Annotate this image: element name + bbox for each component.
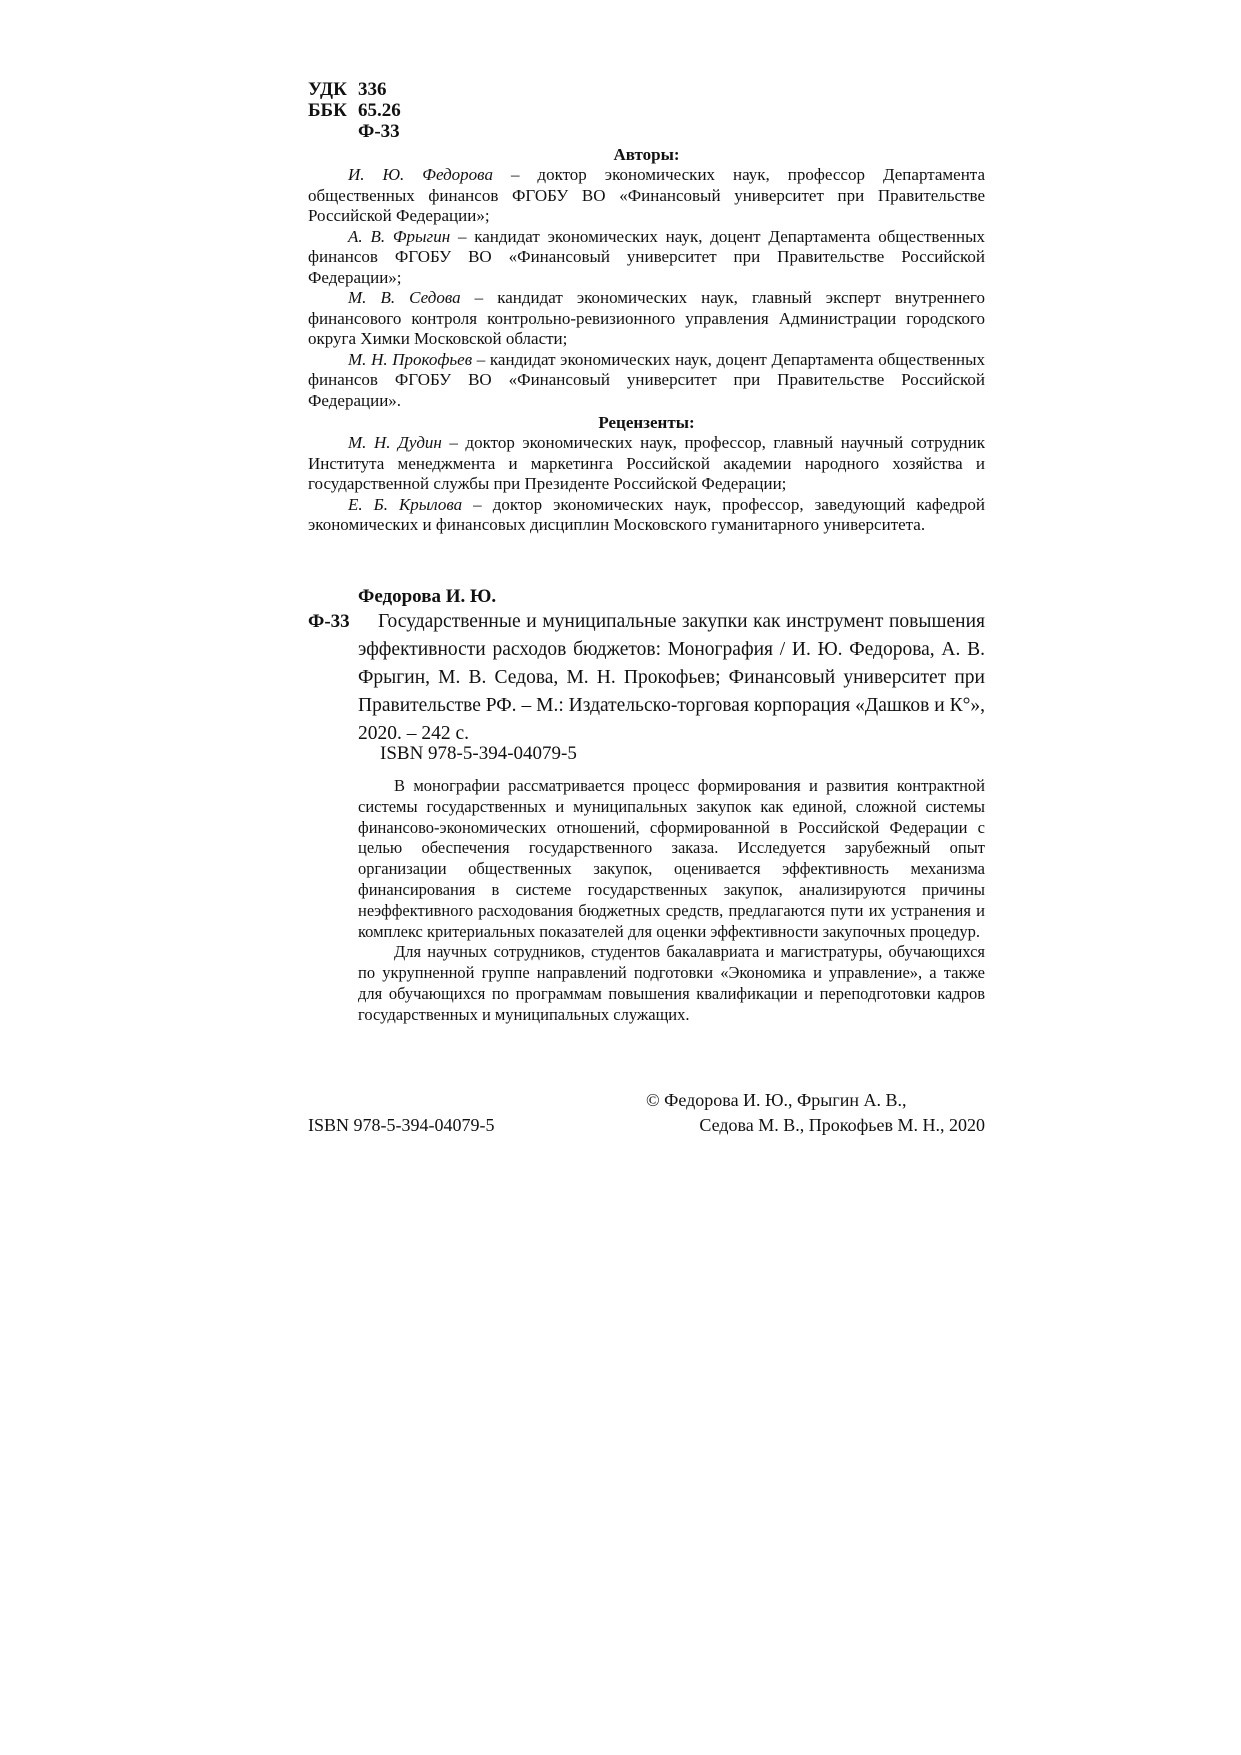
copyright-page bbox=[308, 0, 985, 1755]
catalog-entry bbox=[308, 608, 985, 748]
author-mark: Ф-33 bbox=[358, 121, 400, 142]
abstract bbox=[358, 776, 985, 1026]
classification-codes bbox=[308, 79, 401, 142]
udk-value: 336 bbox=[358, 79, 387, 100]
copyright-line-2: Седова М. В., Прокофьев М. Н., 2020 bbox=[699, 1115, 985, 1135]
reviewer-entry: Е. Б. Крылова – доктор экономических наук, профессор, заведующий кафедрой экономических и финансовых дисциплин Московского гуманитарного университета. bbox=[308, 494, 985, 534]
catalog-code: Ф-33 bbox=[308, 611, 350, 632]
bbk-value: 65.26 bbox=[358, 100, 401, 121]
footer-isbn: ISBN 978-5-394-04079-5 bbox=[308, 1115, 495, 1135]
copyright-line-1: © Федорова И. Ю., Фрыгин А. В., bbox=[646, 1090, 907, 1110]
catalog-isbn: ISBN 978-5-394-04079-5 bbox=[380, 743, 577, 764]
catalog-main-author: Федорова И. Ю. bbox=[358, 586, 497, 607]
udk-row bbox=[308, 79, 401, 100]
authors-heading: Авторы: bbox=[613, 145, 680, 164]
author-entry: М. Н. Прокофьев – кандидат экономических наук, доцент Департамента общественных финансов ФГОБУ ВО «Финансовый университет при Правительстве Российской Федерации». bbox=[308, 349, 986, 410]
abstract-paragraph: В монографии рассматривается процесс формирования и развития контрактной системы государственных и муниципальных закупок как единой, сложной системы финансово-экономических отношений, сформированной в Российской Федерации с целью обеспечения государственного заказа. Исследуется зарубежный опыт организации общественных закупок, оценивается эффективность механизма финансирования в системе государственных закупок, анализируются причины неэффективного расходования бюджетных средств, предлагаются пути их устранения и комплекс критериальных показателей для оценки эффективности закупочных процедур. bbox=[358, 776, 985, 941]
author-entry: И. Ю. Федорова – доктор экономических наук, профессор Департамента общественных финансов ФГОБУ ВО «Финансовый университет при Правительстве Российской Федерации»; bbox=[308, 165, 985, 225]
abstract-paragraph: Для научных сотрудников, студентов бакалавриата и магистратуры, обучающихся по укрупненной группе направлений подготовки «Экономика и управление», а также для обучающихся по программам повышения квалификации и переподготовки кадров государственных и муниципальных служащих. bbox=[358, 942, 985, 1024]
author-mark-row bbox=[308, 121, 401, 142]
bbk-label: ББК bbox=[308, 100, 347, 121]
reviewers-heading: Рецензенты: bbox=[598, 413, 695, 432]
catalog-description: Государственные и муниципальные закупки как инструмент повышения эффективности расходов бюджетов: Монография / И. Ю. Федорова, А. В. Фрыгин, М. В. Седова, М. Н. Прокофьев; Финансовый университет при Правительстве РФ. – М.: Издательско-торговая корпорация «Дашков и К°», 2020. – 242 с. bbox=[358, 611, 985, 744]
reviewer-entry: М. Н. Дудин – доктор экономических наук, профессор, главный научный сотрудник Института менеджмента и маркетинга Российской академии народного хозяйства и государственной службы при Президенте Российской Федерации; bbox=[308, 433, 985, 493]
author-entry: А. В. Фрыгин – кандидат экономических наук, доцент Департамента общественных финансов ФГОБУ ВО «Финансовый университет при Правительстве Российской Федерации»; bbox=[308, 226, 986, 287]
bbk-row bbox=[308, 100, 401, 121]
author-entry: М. В. Седова – кандидат экономических наук, главный эксперт внутреннего финансового контроля контрольно-ревизионного управления Администрации городского округа Химки Московской области; bbox=[308, 288, 985, 348]
reviewers-section bbox=[308, 413, 985, 536]
authors-section bbox=[308, 145, 985, 411]
udk-label: УДК bbox=[308, 79, 347, 100]
